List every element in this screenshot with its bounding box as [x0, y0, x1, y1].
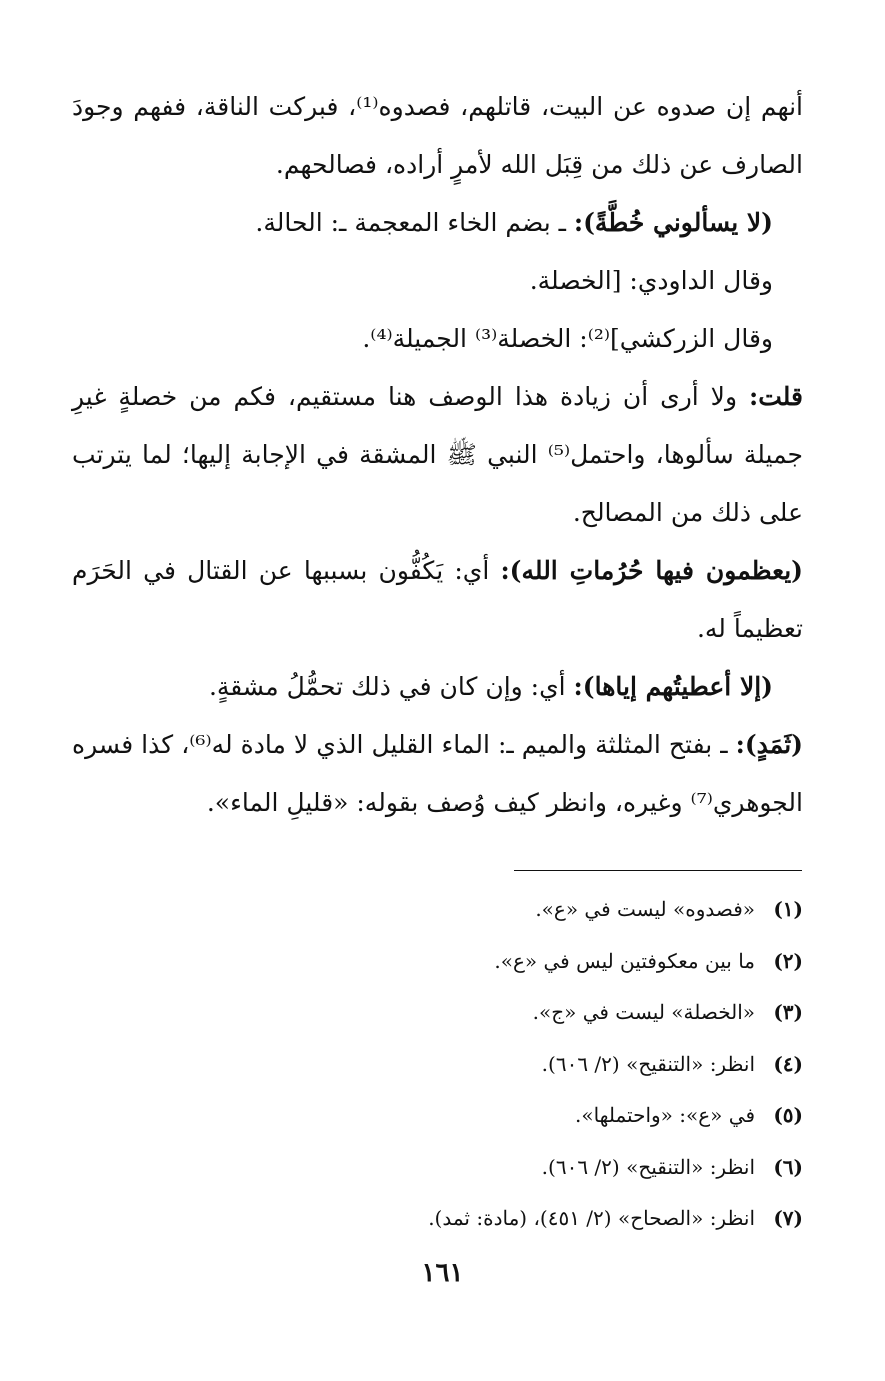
- footnote-3: [72, 987, 803, 1039]
- footnote-text: «الخصلة» ليست في «ج».: [532, 1000, 755, 1024]
- paragraph-lemma: (إلا أعطيتُهم إياها):: [573, 672, 773, 701]
- paragraph-3: [72, 252, 803, 310]
- footnote-text: انظر: «الصحاح» (٢/ ٤٥١)، (مادة: ثمد).: [428, 1206, 755, 1230]
- footnote-text: «فصدوه» ليست في «ع».: [535, 897, 755, 921]
- footnote-number: (٤): [773, 1051, 803, 1076]
- footnote-text: انظر: «التنقيح» (٢/ ٦٠٦).: [541, 1154, 755, 1179]
- paragraph-body: ولا أرى أن زيادة هذا الوصف هنا مستقيم، فكم من خصلةٍ غيرِ جميلة سألوها، واحتمل⁽⁵⁾ النبي ﷺ المشقة في الإجابة إليها؛ لما يترتب على ذلك من المصالح.: [72, 382, 803, 527]
- footnote-number: (١): [773, 897, 803, 921]
- paragraph-lemma: (يعظمون فيها حُرُماتِ الله):: [500, 556, 804, 585]
- footnote-number: (٦): [773, 1154, 803, 1179]
- footnote-number: (٧): [773, 1206, 803, 1230]
- paragraph-7: [72, 658, 803, 716]
- footnote-separator: [514, 870, 802, 871]
- paragraph-lemma: قلت:: [748, 382, 803, 411]
- footnote-number: (٢): [773, 948, 803, 973]
- paragraph-8: [72, 716, 803, 832]
- paragraph-body: وقال الداودي: [الخصلة.: [529, 266, 773, 295]
- footnote-2: [72, 936, 803, 988]
- main-text: [72, 78, 803, 832]
- paragraph-4: [72, 310, 803, 368]
- paragraph-lemma: (لا يسألوني خُطَّةً):: [573, 208, 773, 237]
- paragraph-body: ـ بفتح المثلثة والميم ـ: الماء القليل الذي لا مادة له⁽⁶⁾، كذا فسره الجوهري⁽⁷⁾ وغيره، وانظر كيف وُصف بقوله: «قليلِ الماء».: [72, 730, 803, 817]
- footnote-number: (٥): [773, 1103, 803, 1127]
- paragraph-2: [72, 194, 803, 252]
- footnote-text: في «ع»: «واحتملها».: [574, 1103, 755, 1127]
- footnote-4: [72, 1039, 803, 1091]
- footnotes-list: [72, 884, 803, 1245]
- paragraph-1: [72, 78, 803, 194]
- footnote-5: [72, 1090, 803, 1142]
- paragraph-lemma: (ثَمَدٍ):: [735, 730, 804, 759]
- footnote-7: [72, 1193, 803, 1245]
- page-number: ١٦١: [421, 1258, 464, 1288]
- footnote-text: ما بين معكوفتين ليس في «ع».: [494, 948, 755, 973]
- footnote-1: [72, 884, 803, 936]
- paragraph-body: أنهم إن صدوه عن البيت، قاتلهم، فصدوه⁽¹⁾، فبركت الناقة، ففهم وجودَ الصارف عن ذلك من قِبَل الله لأمرٍ أراده، فصالحهم.: [72, 92, 803, 179]
- footnote-6: [72, 1142, 803, 1194]
- paragraph-5: [72, 368, 803, 542]
- paragraph-body: أي: يَكُفُّون بسببها عن القتال في الحَرَم تعظيماً له.: [72, 556, 803, 643]
- paragraph-body: وقال الزركشي]⁽²⁾: الخصلة⁽³⁾ الجميلة⁽⁴⁾.: [362, 324, 773, 353]
- footnote-number: (٣): [773, 1000, 803, 1024]
- footnote-text: انظر: «التنقيح» (٢/ ٦٠٦).: [541, 1051, 755, 1076]
- paragraph-body: ـ بضم الخاء المعجمة ـ: الحالة.: [255, 208, 574, 237]
- paragraph-body: أي: وإن كان في ذلك تحمُّلُ مشقةٍ.: [208, 672, 574, 701]
- paragraph-6: [72, 542, 803, 658]
